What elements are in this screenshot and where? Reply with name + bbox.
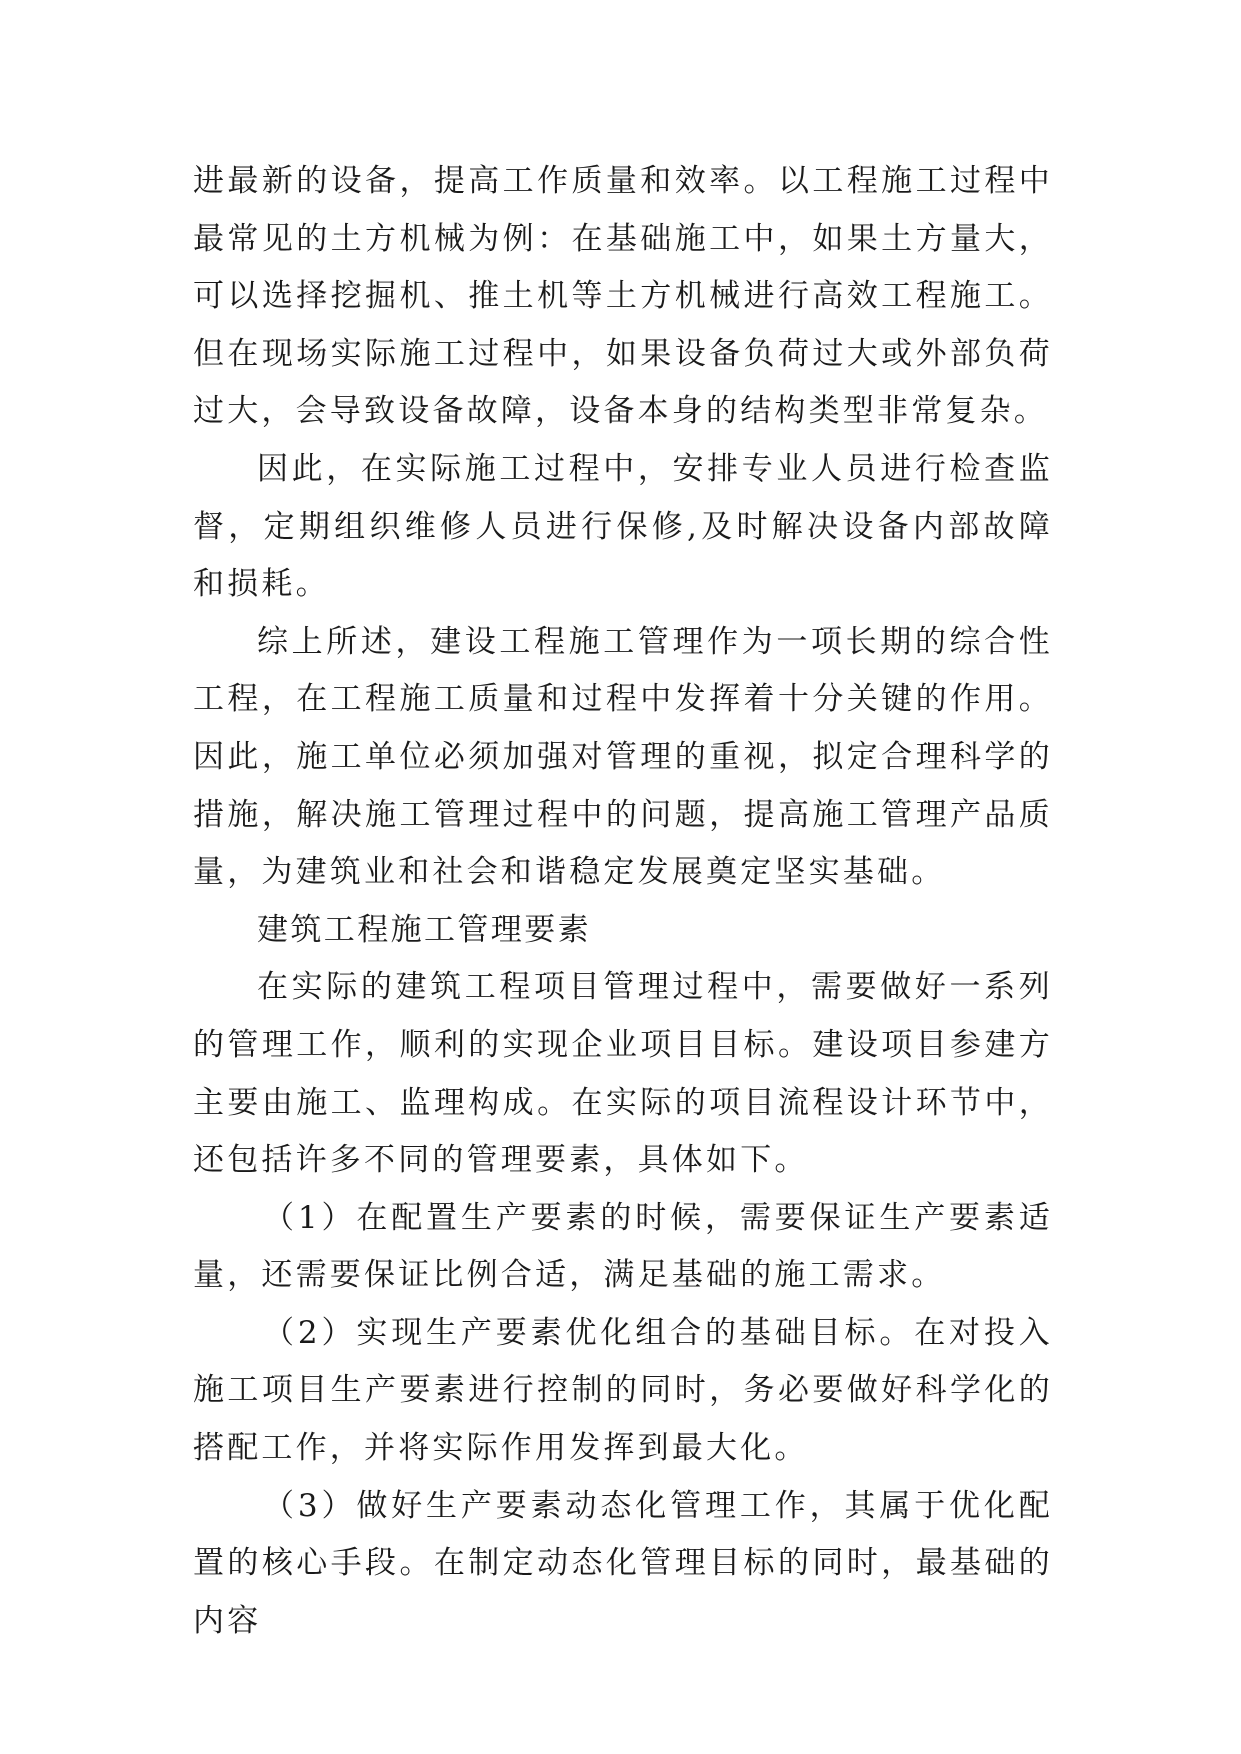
paragraph-continuation: 进最新的设备，提高工作质量和效率。以工程施工过程中最常见的土方机械为例：在基础施工中，如果土方量大，可以选择挖掘机、推土机等土方机械进行高效工程施工。但在现场实际施工过程中，如果设备负荷过大或外部负荷过大，会导致设备故障，设备本身的结构类型非常复杂。	[193, 163, 1053, 430]
document-body	[193, 153, 1053, 1650]
list-item-1: （1）在配置生产要素的时候，需要保证生产要素适量，还需要保证比例合适，满足基础的施工需求。	[193, 1199, 1053, 1294]
paragraph-inspection: 因此，在实际施工过程中，安排专业人员进行检查监督，定期组织维修人员进行保修,及时解决设备内部故障和损耗。	[193, 450, 1053, 603]
paragraph-summary: 综上所述，建设工程施工管理作为一项长期的综合性工程，在工程施工质量和过程中发挥着十分关键的作用。因此，施工单位必须加强对管理的重视，拟定合理科学的措施，解决施工管理过程中的问题，提高施工管理产品质量，为建筑业和社会和谐稳定发展奠定坚实基础。	[193, 623, 1053, 891]
paragraph-management-elements: 在实际的建筑工程项目管理过程中，需要做好一系列的管理工作，顺利的实现企业项目目标。建设项目参建方主要由施工、监理构成。在实际的项目流程设计环节中，还包括许多不同的管理要素，具体如下。	[193, 969, 1053, 1179]
list-item-3: （3）做好生产要素动态化管理工作，其属于优化配置的核心手段。在制定动态化管理目标的同时，最基础的内容	[193, 1487, 1053, 1639]
section-heading: 建筑工程施工管理要素	[257, 911, 591, 948]
list-item-2: （2）实现生产要素优化组合的基础目标。在对投入施工项目生产要素进行控制的同时，务必要做好科学化的搭配工作，并将实际作用发挥到最大化。	[193, 1314, 1053, 1467]
